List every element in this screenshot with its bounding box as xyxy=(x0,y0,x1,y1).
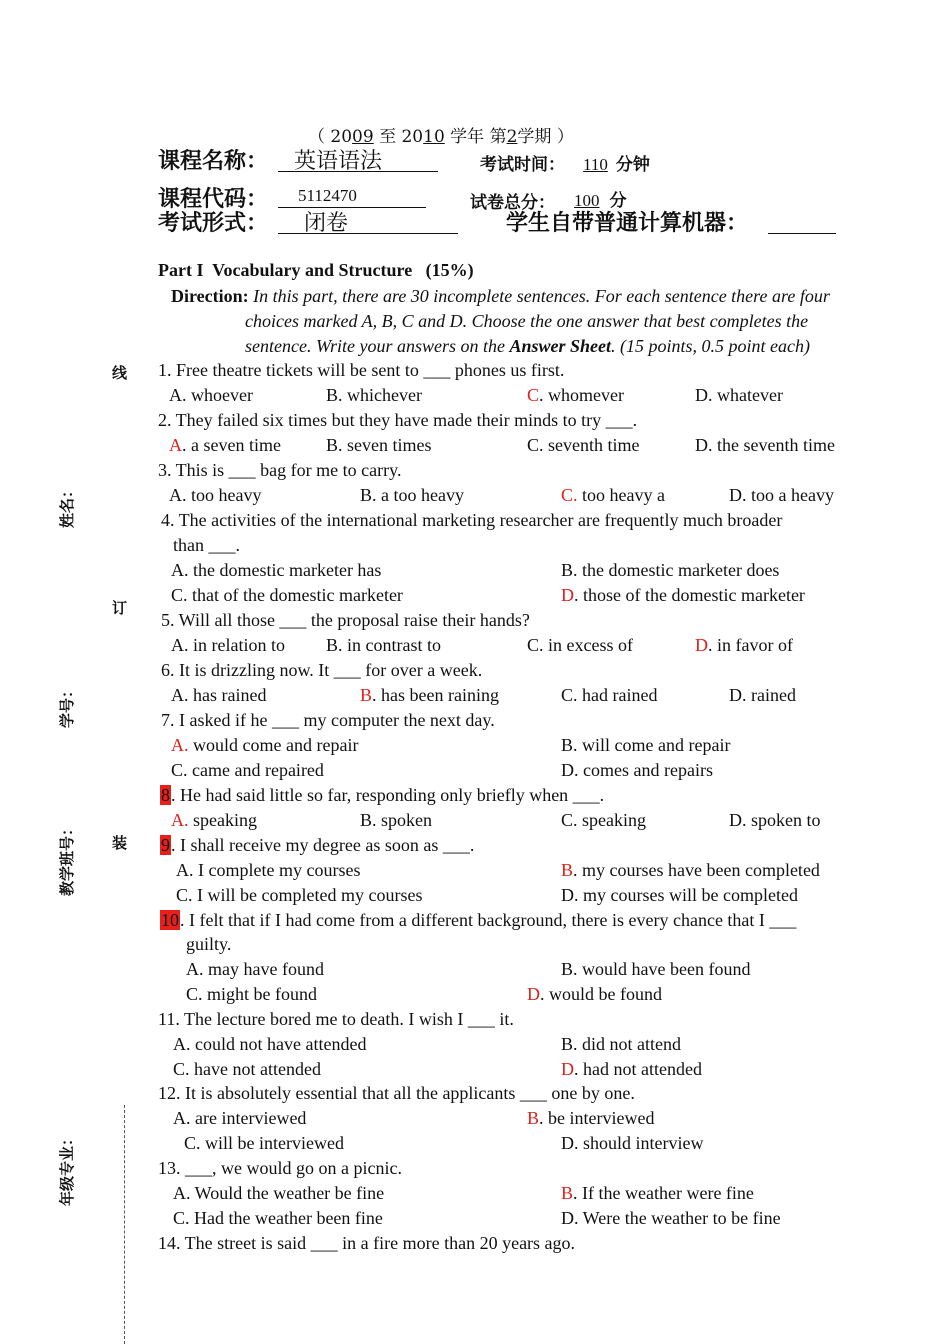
question-2-option-d: D. the seventh time xyxy=(695,435,835,455)
question-4-option-b: B. the domestic marketer does xyxy=(561,560,780,580)
question-8-stem: 8. He had said little so far, responding only briefly when ___. xyxy=(161,785,605,805)
question-6-option-c: C. had rained xyxy=(561,685,658,705)
question-9-option-a: A. I complete my courses xyxy=(176,860,361,880)
class-id-label: 教学班号： xyxy=(58,820,76,896)
direction-block xyxy=(171,284,881,359)
part-title: Part I Vocabulary and Structure (15%) xyxy=(158,260,474,280)
total-score-number: 100 xyxy=(574,191,600,210)
question-1-option-d: D. whatever xyxy=(695,385,783,405)
question-8-option-a: A. speaking xyxy=(171,810,257,830)
calculator-label: 学生自带普通计算机器： xyxy=(506,211,749,236)
question-8-option-c: C. speaking xyxy=(561,810,646,830)
answer-marker: D xyxy=(561,585,574,605)
question-14-stem: 14. The street is said ___ in a fire more than 20 years ago. xyxy=(158,1233,576,1253)
answer-marker: B xyxy=(360,685,373,705)
direction-text-1: In this part, there are 30 incomplete sentences. For each sentence there are four xyxy=(253,286,830,306)
question-5-stem: 5. Will all those ___ the proposal raise their hands? xyxy=(161,610,530,630)
question-9-option-d: D. my courses will be completed xyxy=(561,885,798,905)
question-7-stem: 7. I asked if he ___ my computer the next day. xyxy=(161,710,495,730)
question-1-option-c: C. whomever xyxy=(527,385,624,405)
binding-mark-xian: 线 xyxy=(112,364,128,382)
question-7-option-a: A. would come and repair xyxy=(171,735,359,755)
highlighted-number: 10 xyxy=(161,910,179,930)
highlighted-number: 9 xyxy=(161,835,170,855)
question-11-option-c: C. have not attended xyxy=(173,1059,321,1079)
question-3-stem: 3. This is ___ bag for me to carry. xyxy=(158,460,402,480)
question-12-option-b: B. be interviewed xyxy=(527,1108,655,1128)
course-code-value xyxy=(278,186,426,208)
question-2-option-c: C. seventh time xyxy=(527,435,640,455)
question-2-option-b: B. seven times xyxy=(326,435,432,455)
question-13-stem: 13. ___, we would go on a picnic. xyxy=(158,1158,402,1178)
answer-marker: A. xyxy=(171,810,189,830)
course-name-value xyxy=(278,144,438,172)
question-12-option-d: D. should interview xyxy=(561,1133,704,1153)
question-6-option-a: A. has rained xyxy=(171,685,267,705)
question-12-option-a: A. are interviewed xyxy=(173,1108,307,1128)
question-4-option-d: D. those of the domestic marketer xyxy=(561,585,805,605)
question-6-option-d: D. rained xyxy=(729,685,796,705)
question-3-option-b: B. a too heavy xyxy=(360,485,464,505)
question-12-stem: 12. It is absolutely essential that all the applicants ___ one by one. xyxy=(158,1083,635,1103)
question-10-stem-cont: guilty. xyxy=(186,934,232,954)
question-2-option-a: A. a seven time xyxy=(169,435,281,455)
exam-time-number: 110 xyxy=(583,155,608,174)
question-10-option-d: D. would be found xyxy=(527,984,662,1004)
direction-text-3: sentence. Write your answers on the xyxy=(245,336,510,356)
question-7-option-b: B. will come and repair xyxy=(561,735,731,755)
binding-cut-line xyxy=(124,1105,125,1344)
total-score-unit: 分 xyxy=(609,191,627,211)
question-5-option-b: B. in contrast to xyxy=(326,635,441,655)
exam-form-value xyxy=(278,206,458,234)
question-5-option-a: A. in relation to xyxy=(171,635,285,655)
question-9-option-c: C. I will be completed my courses xyxy=(176,885,423,905)
answer-marker: D xyxy=(695,635,708,655)
year-start: 09 xyxy=(352,127,374,147)
year-close: 学期 ） xyxy=(517,127,574,147)
question-6-stem: 6. It is drizzling now. It ___ for over a week. xyxy=(161,660,483,680)
question-4-option-c: C. that of the domestic marketer xyxy=(171,585,403,605)
question-8-option-d: D. spoken to xyxy=(729,810,821,830)
question-10-option-c: C. might be found xyxy=(186,984,317,1004)
question-12-option-c: C. will be interviewed xyxy=(184,1133,344,1153)
question-3-option-c: C. too heavy a xyxy=(561,485,665,505)
direction-label: Direction: xyxy=(171,286,249,306)
answer-marker: D xyxy=(561,1059,574,1079)
answer-marker: A xyxy=(169,435,182,455)
highlighted-number: 8 xyxy=(161,785,170,805)
question-13-option-a: A. Would the weather be fine xyxy=(173,1183,385,1203)
question-4-option-a: A. the domestic marketer has xyxy=(171,560,382,580)
question-11-option-a: A. could not have attended xyxy=(173,1034,367,1054)
student-name-label: 姓名： xyxy=(58,482,76,528)
question-13-option-d: D. Were the weather to be fine xyxy=(561,1208,781,1228)
answer-marker: C xyxy=(527,385,540,405)
direction-text-2: choices marked A, B, C and D. Choose the one answer that best completes the xyxy=(245,311,809,331)
exam-time-value xyxy=(575,150,650,175)
question-1-stem: 1. Free theatre tickets will be sent to ___ phones us first. xyxy=(158,360,565,380)
question-10-option-a: A. may have found xyxy=(186,959,324,979)
question-1-option-b: B. whichever xyxy=(326,385,422,405)
question-4-stem-cont: than ___. xyxy=(173,535,240,555)
question-3-option-a: A. too heavy xyxy=(169,485,262,505)
question-3-option-d: D. too a heavy xyxy=(729,485,834,505)
exam-time-unit: 分钟 xyxy=(615,155,650,175)
major-label: 年级专业： xyxy=(58,1130,76,1206)
calculator-blank xyxy=(768,206,836,234)
answer-marker: C. xyxy=(561,485,578,505)
question-11-stem: 11. The lecture bored me to death. I wish I ___ it. xyxy=(158,1009,514,1029)
year-end: 10 xyxy=(423,127,445,147)
student-id-label: 学号： xyxy=(58,682,76,728)
question-1-option-a: A. whoever xyxy=(169,385,253,405)
course-code-text: 5112470 xyxy=(298,186,357,205)
answer-marker: D xyxy=(527,984,540,1004)
binding-mark-zhuang: 装 xyxy=(112,834,128,852)
answer-marker: B xyxy=(527,1108,540,1128)
binding-mark-ding: 订 xyxy=(112,599,128,617)
question-5-option-c: C. in excess of xyxy=(527,635,633,655)
exam-form-label: 考试形式： xyxy=(158,211,269,236)
answer-marker: A. xyxy=(171,735,189,755)
year-mid: 至 20 xyxy=(373,127,424,147)
direction-text-4: . (15 points, 0.5 point each) xyxy=(611,336,810,356)
question-7-option-c: C. came and repaired xyxy=(171,760,324,780)
direction-answer-sheet: Answer Sheet xyxy=(509,336,611,356)
answer-marker: B xyxy=(561,1183,574,1203)
question-5-option-d: D. in favor of xyxy=(695,635,793,655)
question-11-option-b: B. did not attend xyxy=(561,1034,681,1054)
total-score-label: 试卷总分： xyxy=(470,193,555,213)
year-post: 学年 第 xyxy=(444,127,507,147)
course-name-label: 课程名称： xyxy=(158,149,269,174)
exam-form-text: 闭卷 xyxy=(304,211,349,236)
question-2-stem: 2. They failed six times but they have made their minds to try ___. xyxy=(158,410,638,430)
question-10-stem: 10. I felt that if I had come from a different background, there is every chance that I ___ xyxy=(161,910,797,930)
answer-marker: B xyxy=(561,860,574,880)
question-10-option-b: B. would have been found xyxy=(561,959,751,979)
question-9-option-b: B. my courses have been completed xyxy=(561,860,820,880)
question-4-stem: 4. The activities of the international marketing researcher are frequently much broader xyxy=(161,510,783,530)
question-6-option-b: B. has been raining xyxy=(360,685,499,705)
semester-number: 2 xyxy=(506,127,518,147)
year-open: （ 20 xyxy=(308,127,353,147)
course-name-text: 英语语法 xyxy=(294,149,383,174)
question-13-option-c: C. Had the weather been fine xyxy=(173,1208,383,1228)
question-8-option-b: B. spoken xyxy=(360,810,432,830)
question-11-option-d: D. had not attended xyxy=(561,1059,702,1079)
question-13-option-b: B. If the weather were fine xyxy=(561,1183,754,1203)
course-code-label: 课程代码： xyxy=(158,187,269,212)
question-9-stem: 9. I shall receive my degree as soon as ___. xyxy=(161,835,475,855)
exam-time-label: 考试时间： xyxy=(480,155,565,175)
question-7-option-d: D. comes and repairs xyxy=(561,760,713,780)
